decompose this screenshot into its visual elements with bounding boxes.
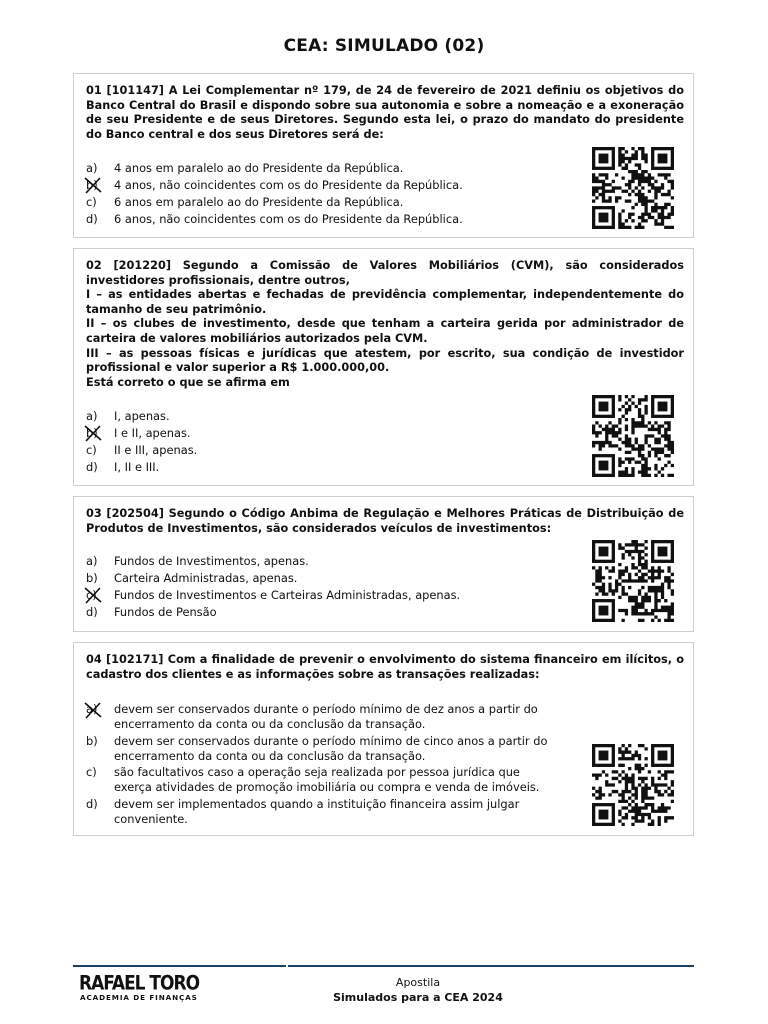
- footer-label: Apostila: [395, 976, 441, 989]
- question-card-3: [73, 496, 694, 632]
- option-b[interactable]: b) 4 anos, não coincidentes com os do Presidente da República.: [86, 177, 586, 194]
- question-card-2: [73, 248, 694, 486]
- question-stem: 04 [102171] Com a finalidade de prevenir o envolvimento do sistema financeiro em ilícitos, o cadastro dos clientes e as informações sobre as transações realizadas:: [86, 653, 684, 681]
- brand-logo: RAFAEL TORO: [79, 972, 200, 995]
- option-c[interactable]: c) Fundos de Investimentos e Carteiras Administradas, apenas.: [86, 587, 586, 604]
- options-list: [86, 553, 586, 621]
- option-c[interactable]: c) são facultativos caso a operação seja realizada por pessoa jurídica que exerça atividades de promoção imobiliária ou compra e venda de imóveis.: [86, 765, 540, 794]
- option-d[interactable]: d) 6 anos, não coincidentes com os do Presidente da República.: [86, 212, 463, 226]
- question-stem: 01 [101147] A Lei Complementar nº 179, de 24 de fevereiro de 2021 definiu os objetivos do Banco Central do Brasil e dispondo sobre sua autonomia e sobre a nomeação e a exoneração de seu Presidente e de seus Diretores. Segundo esta lei, o prazo do mandato do presidente do Banco central e dos seus Diretores será de:: [86, 84, 684, 141]
- question-stem: 02 [201220] Segundo a Comissão de Valores Mobiliários (CVM), são considerados investidores profissionais, dentre outros, I – as entidades abertas e fechadas de previdência complementar, independentemente do tamanho de seu patrimônio. II – os clubes de investimento, desde que tenham a carteira gerida por administrador de carteira de valores mobiliários autorizados pela CVM. III – as pessoas físicas e jurídicas que atestem, por escrito, sua condição de investidor profissional e valor superior a R$ 1.000.000,00. Está correto o que se afirma em: [86, 259, 684, 389]
- option-a[interactable]: a) devem ser conservados durante o período mínimo de dez anos a partir do encerramento da conta ou da conclusão da transação.: [86, 702, 556, 732]
- option-a[interactable]: a) Fundos de Investimentos, apenas.: [86, 554, 309, 568]
- option-c[interactable]: c) II e III, apenas.: [86, 443, 198, 457]
- option-a[interactable]: a) I, apenas.: [86, 409, 170, 423]
- option-c[interactable]: c) 6 anos em paralelo ao do Presidente da República.: [86, 195, 404, 209]
- question-card-4: [73, 642, 694, 836]
- option-d[interactable]: d) Fundos de Pensão: [86, 605, 217, 619]
- option-d[interactable]: d) devem ser implementados quando a instituição financeira assim julgar conveniente.: [86, 796, 520, 826]
- footer-title: Simulados para a CEA 2024: [333, 991, 503, 1004]
- option-b[interactable]: b) I e II, apenas.: [86, 425, 586, 442]
- page-title: CEA: SIMULADO (02): [283, 36, 485, 56]
- question-card-1: [73, 73, 694, 238]
- footer-rule-left: [73, 965, 286, 967]
- option-b[interactable]: b) devem ser conservados durante o período mínimo de cinco anos a partir do encerramento da conta ou da conclusão da transação.: [86, 733, 548, 763]
- qr-code-icon: [592, 395, 674, 477]
- option-b[interactable]: b) Carteira Administradas, apenas.: [86, 571, 298, 585]
- qr-code-icon: [592, 540, 674, 622]
- footer-rule-right: [288, 965, 694, 967]
- qr-code-icon: [592, 744, 674, 826]
- options-list: [86, 408, 586, 476]
- option-d[interactable]: d) I, II e III.: [86, 460, 160, 474]
- options-list: [86, 160, 586, 228]
- brand-logo-subtitle: ACADEMIA DE FINANÇAS: [80, 993, 198, 1002]
- option-a[interactable]: a) 4 anos em paralelo ao do Presidente da República.: [86, 161, 404, 175]
- options-list: [86, 702, 556, 828]
- qr-code-icon: [592, 147, 674, 229]
- question-stem: 03 [202504] Segundo o Código Anbima de Regulação e Melhores Práticas de Distribuição de Produtos de Investimentos, são considerados veículos de investimentos:: [86, 507, 684, 535]
